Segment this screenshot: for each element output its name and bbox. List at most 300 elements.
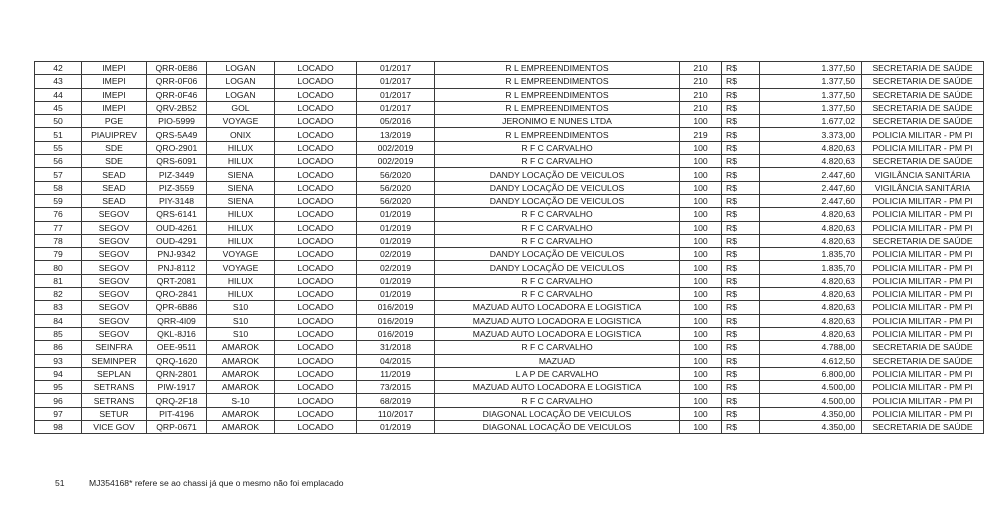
qty-cell: 100 (680, 221, 722, 234)
currency-cell: R$ (722, 208, 760, 221)
model-cell: LOGAN (207, 75, 275, 88)
destination-cell: SECRETARIA DE SAÚDE (862, 234, 984, 247)
row-number: 55 (35, 141, 82, 154)
currency-cell: R$ (722, 168, 760, 181)
destination-cell: VIGILÂNCIA SANITÁRIA (862, 168, 984, 181)
org-cell: SEGOV (82, 221, 147, 234)
currency-cell: R$ (722, 367, 760, 380)
qty-cell: 100 (680, 248, 722, 261)
table-row (35, 101, 984, 114)
row-number: 96 (35, 394, 82, 407)
value-cell: 2.447,60 (760, 168, 862, 181)
plate-cell: OUD-4291 (147, 234, 207, 247)
company-cell: DANDY LOCAÇÃO DE VEICULOS (435, 248, 680, 261)
row-number: 78 (35, 234, 82, 247)
currency-cell: R$ (722, 261, 760, 274)
org-cell: IMEPI (82, 88, 147, 101)
company-cell: R L EMPREENDIMENTOS (435, 75, 680, 88)
value-cell: 1.835,70 (760, 261, 862, 274)
table-row (35, 194, 984, 207)
company-cell: R F C CARVALHO (435, 274, 680, 287)
value-cell: 4.820,63 (760, 155, 862, 168)
status-cell: LOCADO (275, 88, 357, 101)
model-cell: HILUX (207, 141, 275, 154)
row-number: 97 (35, 407, 82, 420)
table-row (35, 75, 984, 88)
currency-cell: R$ (722, 75, 760, 88)
destination-cell: POLICIA MILITAR - PM PI (862, 407, 984, 420)
qty-cell: 210 (680, 62, 722, 75)
company-cell: DANDY LOCAÇÃO DE VEICULOS (435, 194, 680, 207)
currency-cell: R$ (722, 421, 760, 434)
row-number: 84 (35, 314, 82, 327)
contract-cell: 01/2019 (357, 288, 435, 301)
table-row (35, 221, 984, 234)
table-row (35, 181, 984, 194)
company-cell: R L EMPREENDIMENTOS (435, 101, 680, 114)
qty-cell: 100 (680, 168, 722, 181)
org-cell: SEAD (82, 181, 147, 194)
status-cell: LOCADO (275, 234, 357, 247)
plate-cell: QRO-2841 (147, 288, 207, 301)
qty-cell: 100 (680, 234, 722, 247)
value-cell: 4.820,63 (760, 221, 862, 234)
status-cell: LOCADO (275, 314, 357, 327)
table-row (35, 261, 984, 274)
model-cell: HILUX (207, 274, 275, 287)
contract-cell: 01/2017 (357, 88, 435, 101)
status-cell: LOCADO (275, 327, 357, 340)
plate-cell: QRS-6141 (147, 208, 207, 221)
plate-cell: PIW-1917 (147, 381, 207, 394)
model-cell: HILUX (207, 208, 275, 221)
row-number: 44 (35, 88, 82, 101)
value-cell: 4.820,63 (760, 314, 862, 327)
value-cell: 1.377,50 (760, 62, 862, 75)
row-number: 56 (35, 155, 82, 168)
row-number: 77 (35, 221, 82, 234)
status-cell: LOCADO (275, 128, 357, 141)
value-cell: 4.788,00 (760, 341, 862, 354)
currency-cell: R$ (722, 234, 760, 247)
org-cell: SEGOV (82, 261, 147, 274)
contract-cell: 016/2019 (357, 301, 435, 314)
currency-cell: R$ (722, 128, 760, 141)
row-number: 76 (35, 208, 82, 221)
currency-cell: R$ (722, 394, 760, 407)
plate-cell: OUD-4261 (147, 221, 207, 234)
org-cell: IMEPI (82, 75, 147, 88)
model-cell: LOGAN (207, 62, 275, 75)
company-cell: R F C CARVALHO (435, 208, 680, 221)
table-row (35, 155, 984, 168)
table-row (35, 407, 984, 420)
org-cell: IMEPI (82, 62, 147, 75)
model-cell: S-10 (207, 394, 275, 407)
model-cell: AMAROK (207, 354, 275, 367)
model-cell: AMAROK (207, 381, 275, 394)
status-cell: LOCADO (275, 194, 357, 207)
plate-cell: QRQ-2F18 (147, 394, 207, 407)
company-cell: R F C CARVALHO (435, 288, 680, 301)
company-cell: R F C CARVALHO (435, 155, 680, 168)
plate-cell: QRS-5A49 (147, 128, 207, 141)
plate-cell: QRR-0E86 (147, 62, 207, 75)
currency-cell: R$ (722, 194, 760, 207)
row-number: 51 (35, 128, 82, 141)
company-cell: DANDY LOCAÇÃO DE VEICULOS (435, 168, 680, 181)
table-row (35, 128, 984, 141)
row-number: 82 (35, 288, 82, 301)
currency-cell: R$ (722, 381, 760, 394)
table-row (35, 168, 984, 181)
destination-cell: POLICIA MILITAR - PM PI (862, 314, 984, 327)
status-cell: LOCADO (275, 261, 357, 274)
contract-cell: 56/2020 (357, 181, 435, 194)
value-cell: 4.500,00 (760, 381, 862, 394)
status-cell: LOCADO (275, 288, 357, 301)
qty-cell: 100 (680, 394, 722, 407)
plate-cell: QRT-2081 (147, 274, 207, 287)
table-row (35, 367, 984, 380)
table-row (35, 354, 984, 367)
status-cell: LOCADO (275, 407, 357, 420)
qty-cell: 100 (680, 381, 722, 394)
value-cell: 1.377,50 (760, 101, 862, 114)
destination-cell: POLICIA MILITAR - PM PI (862, 274, 984, 287)
table-row (35, 288, 984, 301)
qty-cell: 100 (680, 194, 722, 207)
qty-cell: 100 (680, 274, 722, 287)
company-cell: MAZUAD AUTO LOCADORA E LOGISTICA (435, 314, 680, 327)
plate-cell: QRR-0F46 (147, 88, 207, 101)
company-cell: DIAGONAL LOCAÇÃO DE VEICULOS (435, 421, 680, 434)
table-row (35, 327, 984, 340)
currency-cell: R$ (722, 288, 760, 301)
row-number: 95 (35, 381, 82, 394)
org-cell: SEAD (82, 168, 147, 181)
status-cell: LOCADO (275, 341, 357, 354)
status-cell: LOCADO (275, 141, 357, 154)
company-cell: R L EMPREENDIMENTOS (435, 88, 680, 101)
org-cell: SDE (82, 141, 147, 154)
org-cell: SEGOV (82, 288, 147, 301)
currency-cell: R$ (722, 341, 760, 354)
company-cell: R L EMPREENDIMENTOS (435, 128, 680, 141)
row-number: 94 (35, 367, 82, 380)
value-cell: 1.377,50 (760, 88, 862, 101)
org-cell: PIAUIPREV (82, 128, 147, 141)
company-cell: R F C CARVALHO (435, 141, 680, 154)
model-cell: AMAROK (207, 421, 275, 434)
status-cell: LOCADO (275, 168, 357, 181)
plate-cell: QKL-8J16 (147, 327, 207, 340)
model-cell: VOYAGE (207, 248, 275, 261)
value-cell: 1.835,70 (760, 248, 862, 261)
destination-cell: POLICIA MILITAR - PM PI (862, 248, 984, 261)
destination-cell: SECRETARIA DE SAÚDE (862, 115, 984, 128)
table-row (35, 208, 984, 221)
table-row (35, 381, 984, 394)
table-row (35, 88, 984, 101)
destination-cell: POLICIA MILITAR - PM PI (862, 301, 984, 314)
table-row (35, 248, 984, 261)
org-cell: SEGOV (82, 234, 147, 247)
status-cell: LOCADO (275, 248, 357, 261)
qty-cell: 100 (680, 155, 722, 168)
model-cell: LOGAN (207, 88, 275, 101)
destination-cell: SECRETARIA DE SAÚDE (862, 155, 984, 168)
status-cell: LOCADO (275, 354, 357, 367)
destination-cell: SECRETARIA DE SAÚDE (862, 354, 984, 367)
plate-cell: OEE-9511 (147, 341, 207, 354)
table-row (35, 301, 984, 314)
destination-cell: VIGILÂNCIA SANITÁRIA (862, 181, 984, 194)
currency-cell: R$ (722, 301, 760, 314)
contract-cell: 016/2019 (357, 314, 435, 327)
model-cell: HILUX (207, 234, 275, 247)
model-cell: GOL (207, 101, 275, 114)
qty-cell: 100 (680, 341, 722, 354)
destination-cell: SECRETARIA DE SAÚDE (862, 101, 984, 114)
org-cell: SEGOV (82, 327, 147, 340)
row-number: 93 (35, 354, 82, 367)
qty-cell: 100 (680, 407, 722, 420)
destination-cell: POLICIA MILITAR - PM PI (862, 288, 984, 301)
model-cell: AMAROK (207, 341, 275, 354)
org-cell: SEGOV (82, 248, 147, 261)
plate-cell: PIZ-3559 (147, 181, 207, 194)
contract-cell: 002/2019 (357, 141, 435, 154)
currency-cell: R$ (722, 115, 760, 128)
status-cell: LOCADO (275, 62, 357, 75)
contract-cell: 02/2019 (357, 248, 435, 261)
value-cell: 1.377,50 (760, 75, 862, 88)
row-number: 80 (35, 261, 82, 274)
status-cell: LOCADO (275, 208, 357, 221)
table-row (35, 314, 984, 327)
table-row (35, 421, 984, 434)
org-cell: SEMINPER (82, 354, 147, 367)
plate-cell: QRO-2901 (147, 141, 207, 154)
company-cell: R F C CARVALHO (435, 234, 680, 247)
contract-cell: 01/2019 (357, 234, 435, 247)
model-cell: HILUX (207, 221, 275, 234)
company-cell: R F C CARVALHO (435, 221, 680, 234)
currency-cell: R$ (722, 354, 760, 367)
destination-cell: SECRETARIA DE SAÚDE (862, 62, 984, 75)
org-cell: SEAD (82, 194, 147, 207)
value-cell: 4.820,63 (760, 274, 862, 287)
contract-cell: 04/2015 (357, 354, 435, 367)
org-cell: SEPLAN (82, 367, 147, 380)
row-number: 81 (35, 274, 82, 287)
company-cell: DANDY LOCAÇÃO DE VEICULOS (435, 261, 680, 274)
value-cell: 1.677,02 (760, 115, 862, 128)
plate-cell: PIZ-3449 (147, 168, 207, 181)
destination-cell: POLICIA MILITAR - PM PI (862, 221, 984, 234)
plate-cell: PIY-3148 (147, 194, 207, 207)
qty-cell: 210 (680, 75, 722, 88)
contract-cell: 31/2018 (357, 341, 435, 354)
plate-cell: QRS-6091 (147, 155, 207, 168)
value-cell: 2.447,60 (760, 181, 862, 194)
destination-cell: POLICIA MILITAR - PM PI (862, 367, 984, 380)
row-number: 83 (35, 301, 82, 314)
contract-cell: 05/2016 (357, 115, 435, 128)
org-cell: SETRANS (82, 394, 147, 407)
value-cell: 4.820,63 (760, 234, 862, 247)
currency-cell: R$ (722, 327, 760, 340)
qty-cell: 100 (680, 367, 722, 380)
contract-cell: 73/2015 (357, 381, 435, 394)
model-cell: HILUX (207, 155, 275, 168)
destination-cell: POLICIA MILITAR - PM PI (862, 327, 984, 340)
company-cell: DIAGONAL LOCAÇÃO DE VEICULOS (435, 407, 680, 420)
contract-cell: 110/2017 (357, 407, 435, 420)
status-cell: LOCADO (275, 181, 357, 194)
contract-cell: 56/2020 (357, 194, 435, 207)
contract-cell: 01/2017 (357, 101, 435, 114)
plate-cell: PIO-5999 (147, 115, 207, 128)
status-cell: LOCADO (275, 367, 357, 380)
plate-cell: PIT-4196 (147, 407, 207, 420)
row-number: 45 (35, 101, 82, 114)
row-number: 86 (35, 341, 82, 354)
currency-cell: R$ (722, 221, 760, 234)
model-cell: SIENA (207, 194, 275, 207)
model-cell: S10 (207, 327, 275, 340)
destination-cell: POLICIA MILITAR - PM PI (862, 141, 984, 154)
status-cell: LOCADO (275, 155, 357, 168)
status-cell: LOCADO (275, 274, 357, 287)
contract-cell: 56/2020 (357, 168, 435, 181)
org-cell: SEINFRA (82, 341, 147, 354)
currency-cell: R$ (722, 248, 760, 261)
value-cell: 6.800,00 (760, 367, 862, 380)
model-cell: HILUX (207, 288, 275, 301)
org-cell: SEGOV (82, 301, 147, 314)
contract-cell: 01/2019 (357, 221, 435, 234)
qty-cell: 100 (680, 314, 722, 327)
plate-cell: QRP-0671 (147, 421, 207, 434)
footnote (55, 478, 344, 488)
company-cell: R F C CARVALHO (435, 394, 680, 407)
org-cell: PGE (82, 115, 147, 128)
value-cell: 3.373,00 (760, 128, 862, 141)
value-cell: 4.500,00 (760, 394, 862, 407)
model-cell: SIENA (207, 181, 275, 194)
value-cell: 4.820,63 (760, 141, 862, 154)
qty-cell: 219 (680, 128, 722, 141)
currency-cell: R$ (722, 62, 760, 75)
company-cell: MAZUAD AUTO LOCADORA E LOGISTICA (435, 301, 680, 314)
model-cell: VOYAGE (207, 115, 275, 128)
org-cell: SETUR (82, 407, 147, 420)
company-cell: L A P DE CARVALHO (435, 367, 680, 380)
company-cell: R F C CARVALHO (435, 341, 680, 354)
destination-cell: POLICIA MILITAR - PM PI (862, 128, 984, 141)
qty-cell: 100 (680, 208, 722, 221)
qty-cell: 210 (680, 88, 722, 101)
qty-cell: 210 (680, 101, 722, 114)
org-cell: VICE GOV (82, 421, 147, 434)
row-number: 50 (35, 115, 82, 128)
plate-cell: QRR-4I09 (147, 314, 207, 327)
table-row (35, 115, 984, 128)
status-cell: LOCADO (275, 394, 357, 407)
destination-cell: POLICIA MILITAR - PM PI (862, 381, 984, 394)
qty-cell: 100 (680, 327, 722, 340)
org-cell: IMEPI (82, 101, 147, 114)
currency-cell: R$ (722, 101, 760, 114)
company-cell: JERONIMO E NUNES LTDA (435, 115, 680, 128)
value-cell: 4.820,63 (760, 288, 862, 301)
destination-cell: POLICIA MILITAR - PM PI (862, 394, 984, 407)
currency-cell: R$ (722, 407, 760, 420)
status-cell: LOCADO (275, 221, 357, 234)
row-number: 79 (35, 248, 82, 261)
status-cell: LOCADO (275, 101, 357, 114)
currency-cell: R$ (722, 274, 760, 287)
plate-cell: QRV-2B52 (147, 101, 207, 114)
contract-cell: 02/2019 (357, 261, 435, 274)
org-cell: SEGOV (82, 208, 147, 221)
contract-cell: 11/2019 (357, 367, 435, 380)
contract-cell: 002/2019 (357, 155, 435, 168)
company-cell: DANDY LOCAÇÃO DE VEICULOS (435, 181, 680, 194)
org-cell: SDE (82, 155, 147, 168)
model-cell: AMAROK (207, 407, 275, 420)
status-cell: LOCADO (275, 301, 357, 314)
currency-cell: R$ (722, 88, 760, 101)
plate-cell: PNJ-8112 (147, 261, 207, 274)
table-row (35, 394, 984, 407)
destination-cell: SECRETARIA DE SAÚDE (862, 421, 984, 434)
qty-cell: 100 (680, 301, 722, 314)
destination-cell: SECRETARIA DE SAÚDE (862, 88, 984, 101)
model-cell: VOYAGE (207, 261, 275, 274)
table-row (35, 274, 984, 287)
status-cell: LOCADO (275, 421, 357, 434)
plate-cell: PNJ-9342 (147, 248, 207, 261)
table-body (35, 62, 984, 434)
value-cell: 4.820,63 (760, 208, 862, 221)
plate-cell: QRN-2801 (147, 367, 207, 380)
currency-cell: R$ (722, 155, 760, 168)
value-cell: 4.820,63 (760, 327, 862, 340)
table-row (35, 234, 984, 247)
destination-cell: SECRETARIA DE SAÚDE (862, 341, 984, 354)
contract-cell: 13/2019 (357, 128, 435, 141)
model-cell: S10 (207, 301, 275, 314)
qty-cell: 100 (680, 181, 722, 194)
footnote-text: MJ354168* refere se ao chassi já que o mesmo não foi emplacado (88, 478, 344, 488)
currency-cell: R$ (722, 314, 760, 327)
company-cell: R L EMPREENDIMENTOS (435, 62, 680, 75)
org-cell: SETRANS (82, 381, 147, 394)
row-number: 59 (35, 194, 82, 207)
org-cell: SEGOV (82, 274, 147, 287)
row-number: 57 (35, 168, 82, 181)
qty-cell: 100 (680, 261, 722, 274)
value-cell: 4.350,00 (760, 407, 862, 420)
row-number: 42 (35, 62, 82, 75)
value-cell: 4.820,63 (760, 301, 862, 314)
row-number: 58 (35, 181, 82, 194)
contract-cell: 68/2019 (357, 394, 435, 407)
org-cell: SEGOV (82, 314, 147, 327)
